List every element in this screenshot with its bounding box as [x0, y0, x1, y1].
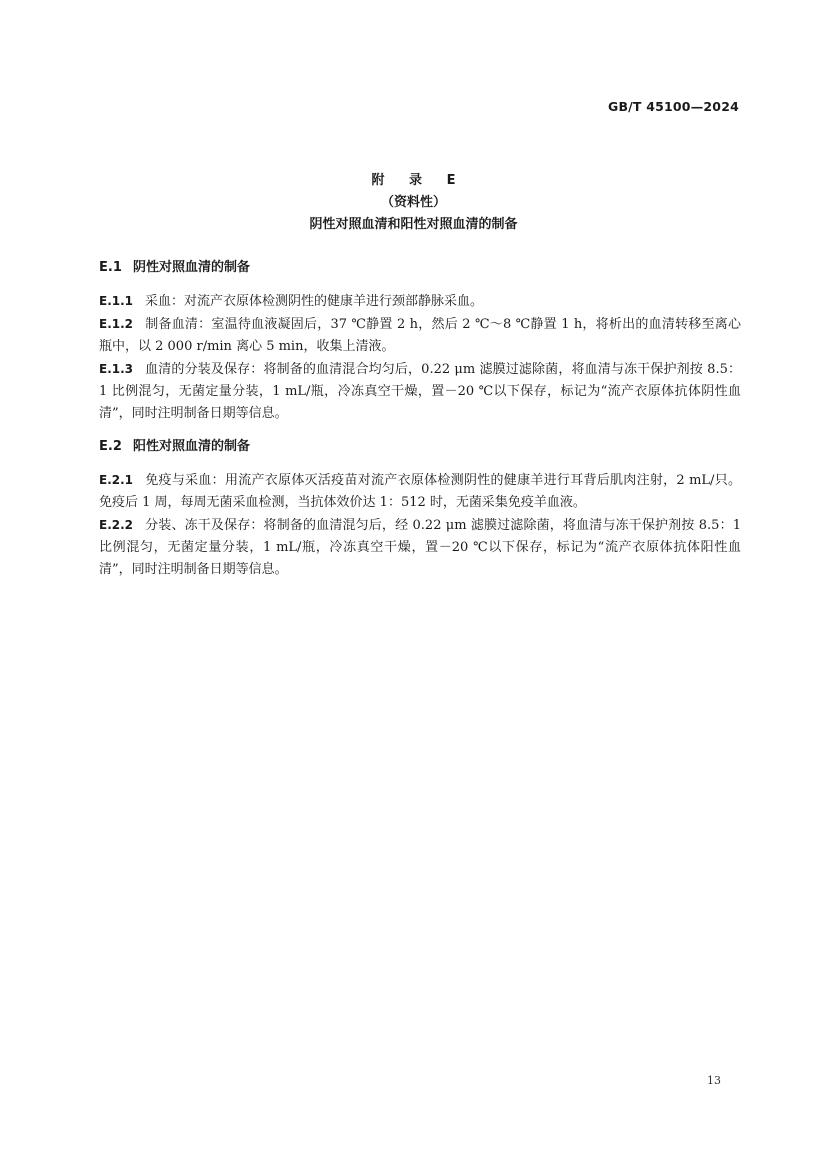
clause-text: 分装、冻干及保存：将制备的血清混匀后，经 0.22 μm 滤膜过滤除菌，将血清与冻干保护剂按 8.5：1 比例混匀，无菌定量分装，1 mL/瓶，冷冻真空干燥，置－20 ℃以下保存，标记为“流产衣原体抗体阳性血清”，同时注明制备日期等信息。 [99, 518, 741, 577]
section-heading [99, 435, 741, 459]
section-number: E.2 [99, 439, 122, 454]
clause-text: 制备血清：室温待血液凝固后，37 ℃静置 2 h，然后 2 ℃～8 ℃静置 1 h，将析出的血清转移至离心瓶中，以 2 000 r/min 离心 5 min，收集上清液。 [99, 317, 741, 354]
annex-title-block [0, 170, 827, 236]
clause-paragraph [99, 514, 741, 581]
clause-text: 血清的分装及保存：将制备的血清混合均匀后，0.22 μm 滤膜过滤除菌，将血清与冻干保护剂按 8.5：1 比例混匀，无菌定量分装，1 mL/瓶，冷冻真空干燥，置－20 ℃以下保存，标记为“流产衣原体抗体阴性血清”，同时注明制备日期等信息。 [99, 362, 741, 421]
clause-number: E.1.3 [99, 362, 134, 376]
section-number: E.1 [99, 260, 122, 275]
standard-code: GB/T 45100—2024 [607, 99, 739, 114]
clause-paragraph [99, 469, 741, 514]
clause-number: E.2.1 [99, 473, 134, 487]
clause-number: E.1.2 [99, 317, 134, 331]
annex-title: 阴性对照血清和阳性对照血清的制备 [309, 217, 518, 232]
annex-content [99, 256, 741, 581]
clause-text: 免疫与采血：用流产衣原体灭活疫苗对流产衣原体检测阴性的健康羊进行耳背后肌肉注射，2 mL/只。免疫后 1 周，每周无菌采血检测，当抗体效价达 1：512 时，无菌采集免疫羊血液。 [99, 473, 741, 510]
page-number: 13 [707, 1074, 721, 1087]
clause-paragraph [99, 358, 741, 425]
section-title: 阴性对照血清的制备 [133, 260, 251, 275]
section-heading [99, 256, 741, 280]
annex-type: （资料性） [380, 195, 446, 210]
clause-text: 采血：对流产衣原体检测阴性的健康羊进行颈部静脉采血。 [145, 294, 484, 309]
clause-number: E.2.2 [99, 518, 134, 532]
clause-paragraph [99, 313, 741, 358]
section-title: 阳性对照血清的制备 [133, 439, 251, 454]
annex-label: 附 录 E [371, 173, 466, 188]
clause-paragraph [99, 290, 741, 313]
clause-number: E.1.1 [99, 294, 134, 308]
